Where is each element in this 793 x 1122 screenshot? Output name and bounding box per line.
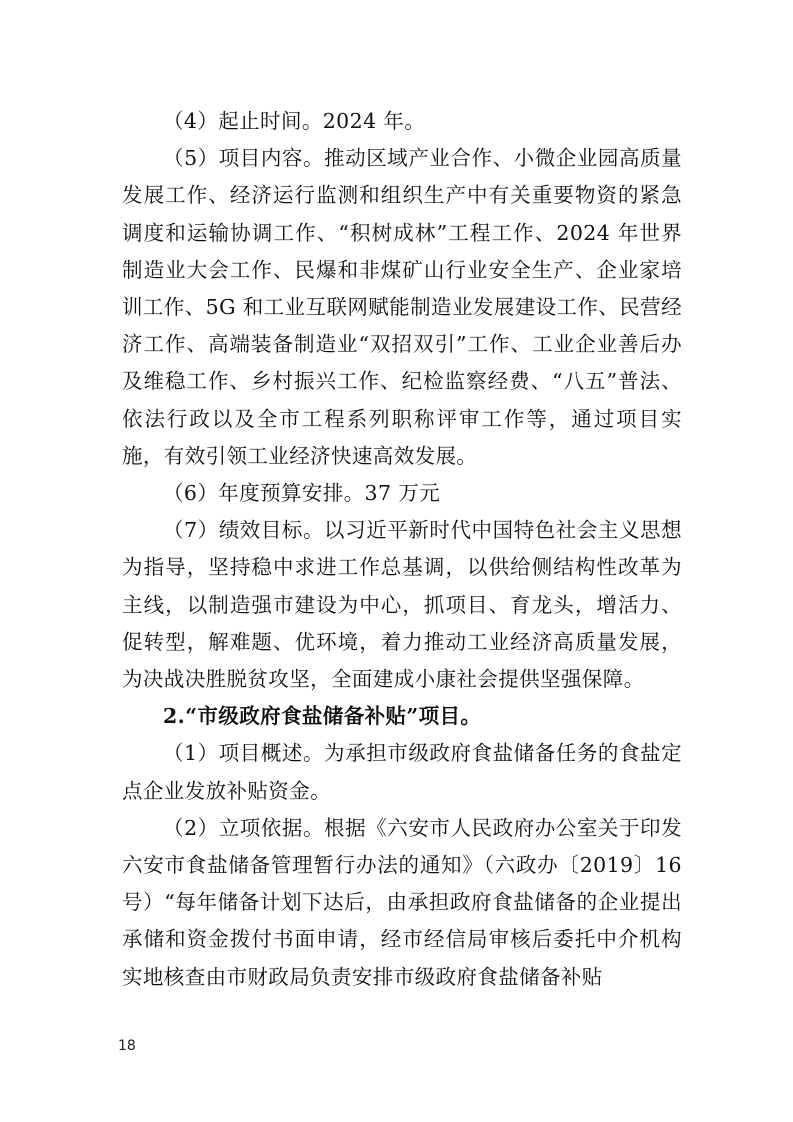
paragraph-start-end-time: （4）起止时间。2024 年。 (163, 109, 426, 133)
paragraph-performance-goal: （7）绩效目标。以习近平新时代中国特色社会主义思想为指导，坚持稳中求进工作总基调，以供给侧结构性改革为主线，以制造强市建设为中心，抓项目、育龙头，增活力、促转型，解难题、优环境，着力推动工业经济高质量发展，为决战决胜脱贫攻坚，全面建成小康社会提供坚强保障。 (122, 518, 682, 692)
body-text (122, 103, 682, 996)
paragraph-project-basis: （2）立项依据。根据《六安市人民政府办公室关于印发六安市食盐储备管理暂行办法的通知》（六政办〔2019〕16 号）“每年储备计划下达后，由承担政府食盐储备的企业提出承储和资金拨付书面申请，经市经信局审核后委托中介机构实地核查由市财政局负责安排市级政府食盐储备补贴 (122, 815, 682, 989)
paragraph-project-content: （5）项目内容。推动区域产业合作、小微企业园高质量发展工作、经济运行监测和组织生产中有关重要物资的紧急调度和运输协调工作、“积树成林”工程工作、2024 年世界制造业大会工作、民爆和非煤矿山行业安全生产、企业家培训工作、5G 和工业互联网赋能制造业发展建设工作、民营经济工作、高端装备制造业“双招双引”工作、工业企业善后办及维稳工作、乡村振兴工作、纪检监察经费、“八五”普法、依法行政以及全市工程系列职称评审工作等，通过项目实施，有效引领工业经济快速高效发展。 (122, 146, 682, 468)
section-heading-salt-reserve-subsidy: 2.“市级政府食盐储备补贴”项目。 (163, 704, 482, 729)
paragraph-annual-budget: （6）年度预算安排。37 万元 (163, 481, 441, 506)
page-number: 18 (118, 1038, 136, 1054)
paragraph-project-overview: （1）项目概述。为承担市级政府食盐储备任务的食盐定点企业发放补贴资金。 (122, 741, 682, 803)
